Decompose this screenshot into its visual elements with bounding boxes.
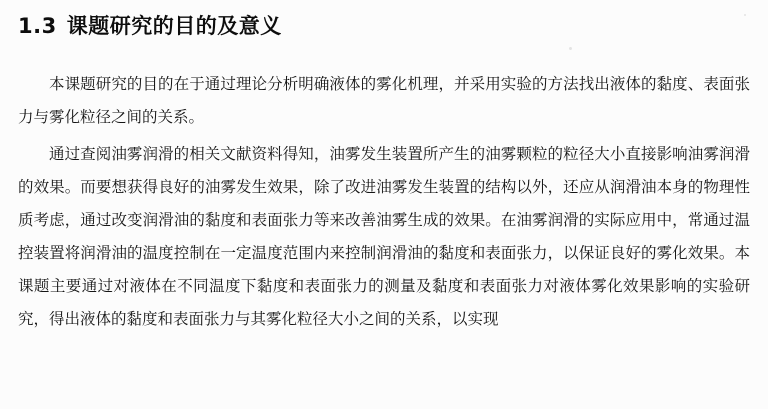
section-heading: [18, 10, 282, 40]
body-text: [18, 68, 750, 338]
section-title: 课题研究的目的及意义: [66, 14, 282, 38]
paragraph: 本课题研究的目的在于通过理论分析明确液体的雾化机理，并采用实验的方法找出液体的黏度、表面张力与雾化粒径之间的关系。: [18, 75, 750, 126]
scan-speck-icon: [744, 14, 746, 16]
paragraph: 通过查阅油雾润滑的相关文献资料得知，油雾发生装置所产生的油雾颗粒的粒径大小直接影响油雾润滑的效果。而要想获得良好的油雾发生效果，除了改进油雾发生装置的结构以外，还应从润滑油本身的物理性质考虑，通过改变润滑油的黏度和表面张力等来改善油雾生成的效果。在油雾润滑的实际应用中，常通过温控装置将润滑油的温度控制在一定温度范围内来控制润滑油的黏度和表面张力，以保证良好的雾化效果。本课题主要通过对液体在不同温度下黏度和表面张力的测量及黏度和表面张力对液体雾化效果影响的实验研究，得出液体的黏度和表面张力与其雾化粒径大小之间的关系，以实现: [18, 145, 750, 328]
section-number: 1.3: [18, 14, 57, 38]
scan-speck-icon: [569, 47, 572, 50]
